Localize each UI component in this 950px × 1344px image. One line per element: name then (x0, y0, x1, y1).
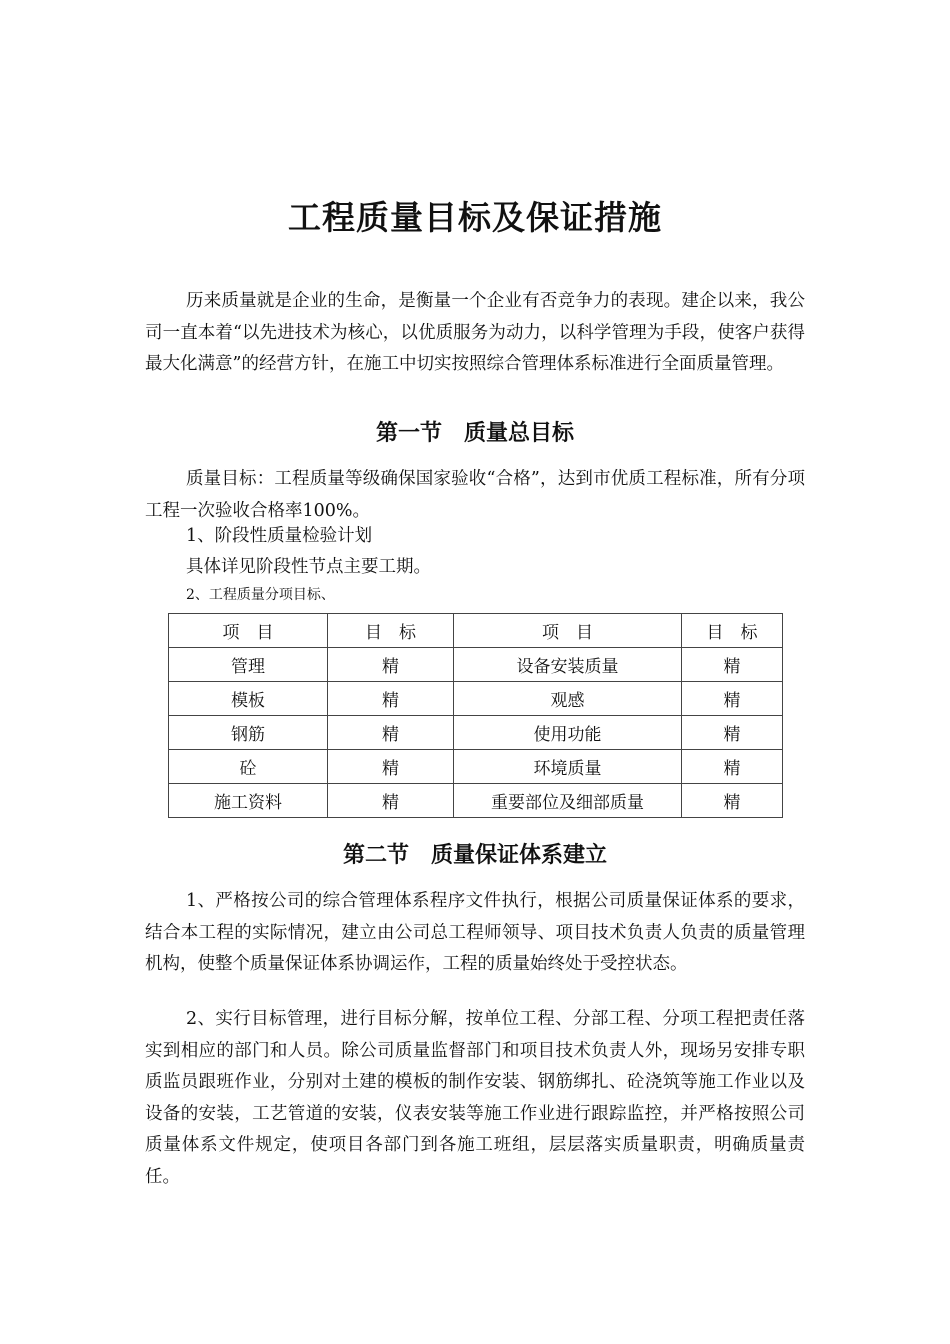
table-cell: 环境质量 (454, 750, 682, 784)
table-row (169, 648, 783, 682)
table-header-row (169, 614, 783, 648)
table-cell: 精 (328, 784, 454, 818)
header-item: 项 目 (169, 614, 328, 648)
table-cell: 使用功能 (454, 716, 682, 750)
table-cell: 钢筋 (169, 716, 328, 750)
stage-inspection-plan-title: 1、阶段性质量检验计划 (186, 526, 373, 546)
stage-inspection-plan-text: 具体详见阶段性节点主要工期。 (186, 557, 431, 577)
table-row (169, 716, 783, 750)
table-cell: 施工资料 (169, 784, 328, 818)
quality-system-paragraph-1: 1、严格按公司的综合管理体系程序文件执行，根据公司质量保证体系的要求，结合本工程的实际情况，建立由公司总工程师领导、项目技术负责人负责的质量管理机构，使整个质量保证体系协调运作，工程的质量始终处于受控状态。 (145, 891, 805, 974)
table-cell: 精 (682, 716, 783, 750)
table-cell: 精 (682, 682, 783, 716)
section1-heading: 第一节 质量总目标 (375, 420, 574, 446)
table-cell: 精 (328, 682, 454, 716)
section2-heading: 第二节 质量保证体系建立 (342, 842, 607, 868)
table-cell: 重要部位及细部质量 (454, 784, 682, 818)
table-row (169, 682, 783, 716)
document-title: 工程质量目标及保证措施 (288, 198, 662, 237)
table-cell: 精 (682, 648, 783, 682)
header-target: 目 标 (328, 614, 454, 648)
subitem-goal-title: 2、工程质量分项目标、 (186, 587, 335, 603)
table-cell: 观感 (454, 682, 682, 716)
table-cell: 模板 (169, 682, 328, 716)
table-row (169, 784, 783, 818)
table-cell: 精 (328, 648, 454, 682)
table-cell: 设备安装质量 (454, 648, 682, 682)
quality-goals-table (168, 613, 783, 818)
table-row (169, 750, 783, 784)
intro-paragraph: 历来质量就是企业的生命，是衡量一个企业有否竞争力的表现。建企以来，我公司一直本着“以先进技术为核心，以优质服务为动力，以科学管理为手段，使客户获得最大化满意”的经营方针，在施工中切实按照综合管理体系标准进行全面质量管理。 (145, 291, 805, 374)
quality-goal-paragraph: 质量目标：工程质量等级确保国家验收“合格”，达到市优质工程标准，所有分项工程一次验收合格率100%。 (145, 469, 805, 521)
table-cell: 精 (328, 716, 454, 750)
table-cell: 管理 (169, 648, 328, 682)
table-cell: 砼 (169, 750, 328, 784)
table-cell: 精 (682, 750, 783, 784)
table-cell: 精 (328, 750, 454, 784)
header-item: 项 目 (454, 614, 682, 648)
header-target: 目 标 (682, 614, 783, 648)
quality-system-paragraph-2: 2、实行目标管理，进行目标分解，按单位工程、分部工程、分项工程把责任落实到相应的部门和人员。除公司质量监督部门和项目技术负责人外，现场另安排专职质监员跟班作业，分别对土建的模板的制作安装、钢筋绑扎、砼浇筑等施工作业以及设备的安装，工艺管道的安装，仪表安装等施工作业进行跟踪监控，并严格按照公司质量体系文件规定，使项目各部门到各施工班组，层层落实质量职责，明确质量责任。 (145, 1009, 805, 1187)
table-cell: 精 (682, 784, 783, 818)
